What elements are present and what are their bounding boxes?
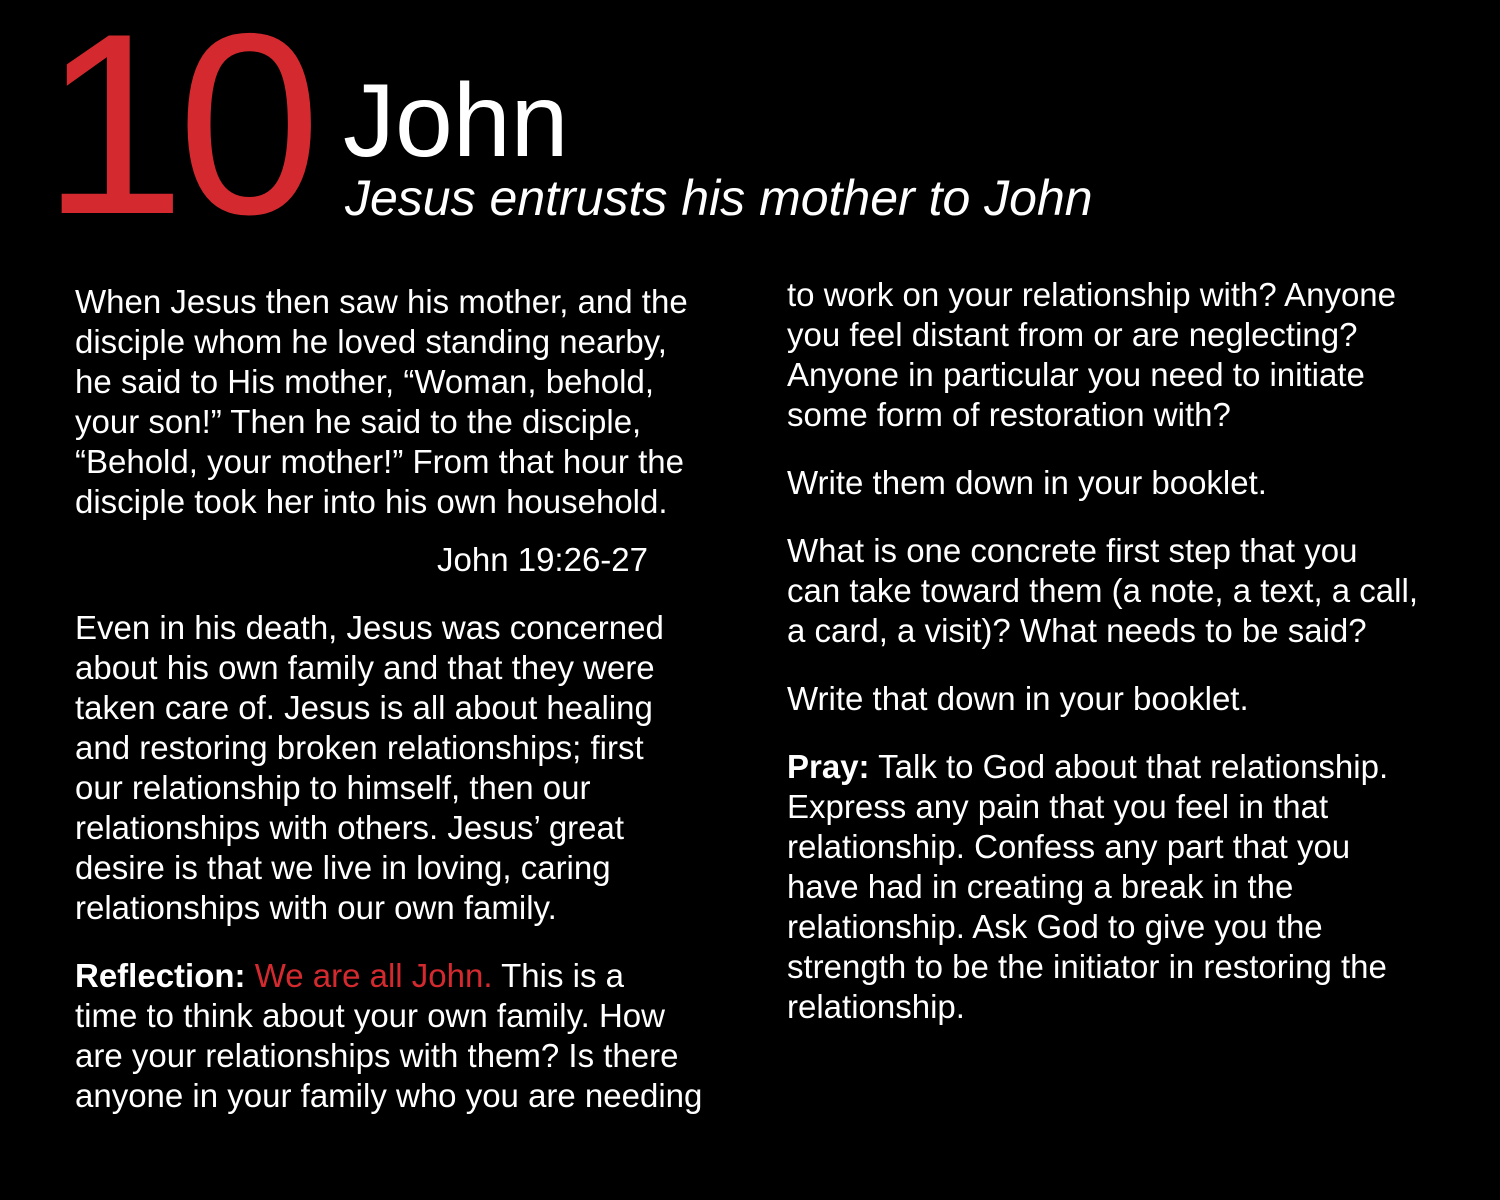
prayer-line: Express any pain that you feel in that <box>787 788 1329 825</box>
commentary-line: relationships with our own family. <box>75 889 557 926</box>
prayer-line: relationship. Ask God to give you the <box>787 908 1323 945</box>
reflection-label: Reflection: <box>75 957 246 994</box>
reflection-paragraph <box>75 956 765 1116</box>
commentary-line: desire is that we live in loving, caring <box>75 849 611 886</box>
scripture-reference-block <box>75 540 765 580</box>
scripture-passage <box>75 282 765 522</box>
page-title: John <box>343 63 569 179</box>
scripture-line: he said to His mother, “Woman, behold, <box>75 363 655 400</box>
right-column <box>787 275 1477 1027</box>
scripture-line: your son!” Then he said to the disciple, <box>75 403 642 440</box>
commentary-line: and restoring broken relationships; first <box>75 729 644 766</box>
page-subtitle: Jesus entrusts his mother to John <box>345 170 1093 226</box>
scripture-line: “Behold, your mother!” From that hour the <box>75 443 684 480</box>
next-step-paragraph <box>787 531 1477 651</box>
instruction-write-that-down: Write that down in your booklet. <box>787 680 1249 717</box>
reflection-line: are your relationships with them? Is there <box>75 1037 679 1074</box>
instruction-paragraph <box>787 679 1477 719</box>
commentary-line: relationships with others. Jesus’ great <box>75 809 625 846</box>
prayer-first-line <box>787 747 1477 787</box>
prayer-line-text: Talk to God about that relationship. <box>878 748 1389 785</box>
next-step-line: What is one concrete first step that you <box>787 532 1358 569</box>
reflection-line: Anyone in particular you need to initiate <box>787 356 1365 393</box>
chapter-number: 10 <box>42 0 313 268</box>
reflection-line: time to think about your own family. How <box>75 997 665 1034</box>
commentary-line: taken care of. Jesus is all about healing <box>75 689 653 726</box>
reflection-line: some form of restoration with? <box>787 396 1231 433</box>
scripture-reference: John 19:26-27 <box>437 541 649 578</box>
reflection-continued-paragraph <box>787 275 1477 435</box>
reflection-line-text: This is a <box>501 957 624 994</box>
reflection-line: to work on your relationship with? Anyone <box>787 276 1397 313</box>
scripture-line: disciple took her into his own household. <box>75 483 668 520</box>
instruction-write-them-down: Write them down in your booklet. <box>787 464 1267 501</box>
reflection-line: you feel distant from or are neglecting? <box>787 316 1358 353</box>
prayer-line: have had in creating a break in the <box>787 868 1294 905</box>
prayer-paragraph <box>787 747 1477 1027</box>
commentary-paragraph <box>75 608 765 928</box>
prayer-line: strength to be the initiator in restoring the <box>787 948 1387 985</box>
commentary-line: about his own family and that they were <box>75 649 655 686</box>
reflection-line: anyone in your family who you are needing <box>75 1077 703 1114</box>
reflection-highlight: We are all John. <box>254 957 493 994</box>
scripture-line: When Jesus then saw his mother, and the <box>75 283 688 320</box>
scripture-line: disciple whom he loved standing nearby, <box>75 323 667 360</box>
reflection-first-line <box>75 956 765 996</box>
next-step-line: a card, a visit)? What needs to be said? <box>787 612 1367 649</box>
prayer-line: relationship. <box>787 988 965 1025</box>
commentary-line: our relationship to himself, then our <box>75 769 591 806</box>
prayer-line: relationship. Confess any part that you <box>787 828 1351 865</box>
instruction-paragraph <box>787 463 1477 503</box>
commentary-line: Even in his death, Jesus was concerned <box>75 609 664 646</box>
next-step-line: can take toward them (a note, a text, a call, <box>787 572 1418 609</box>
prayer-label: Pray: <box>787 748 870 785</box>
left-column <box>75 282 765 1116</box>
